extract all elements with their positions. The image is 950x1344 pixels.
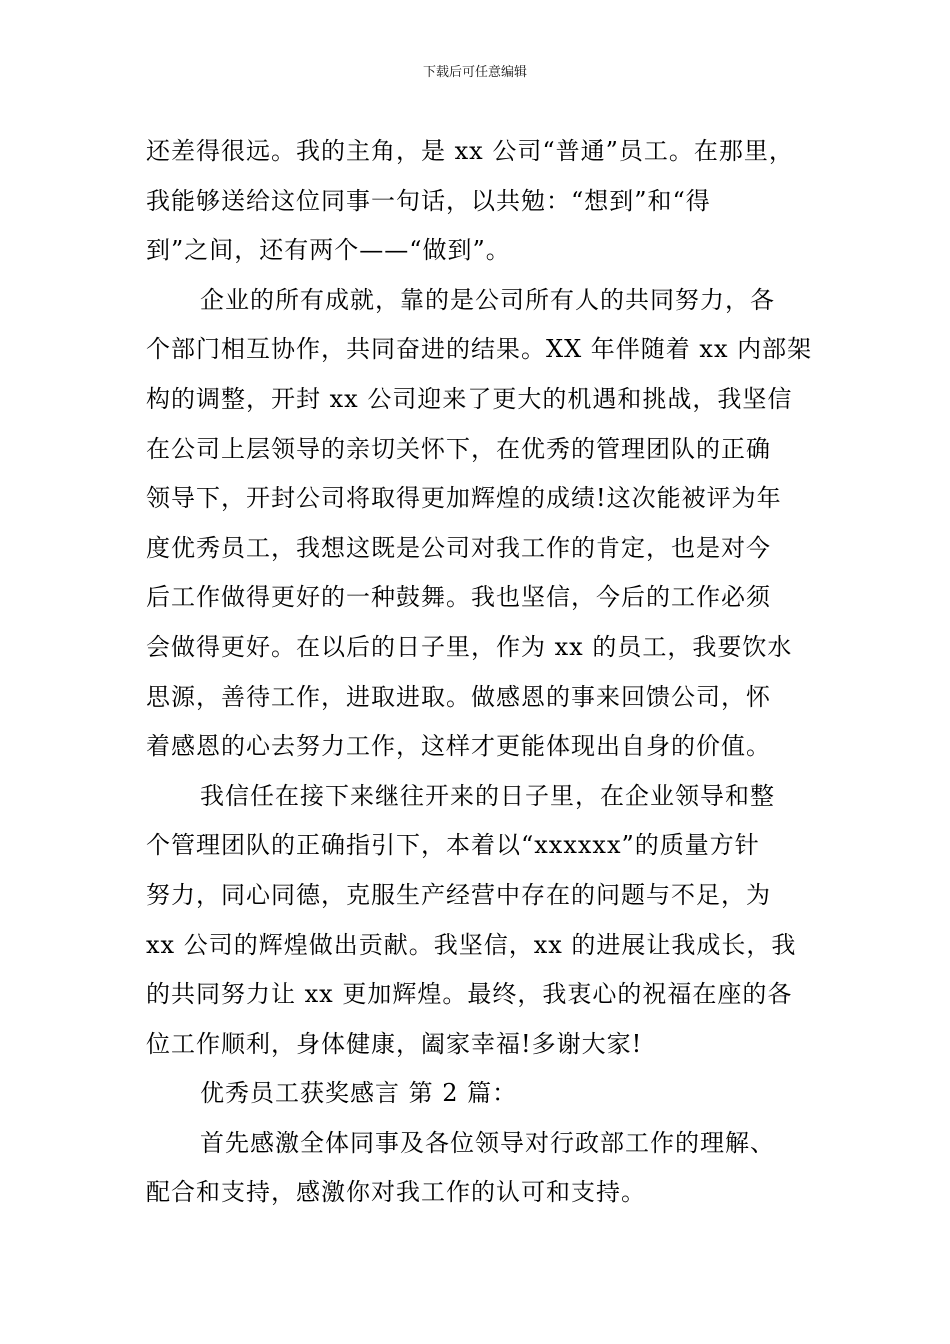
text-line: 还差得很远。我的主角，是 xx 公司“普通”员工。在那里， (146, 137, 794, 165)
text-line: 的共同努力让 xx 更加辉煌。最终，我衷心的祝福在座的各 (146, 980, 793, 1009)
text-line: 个管理团队的正确指引下，本着以“xxxxxx”的质量方针 (146, 831, 760, 860)
text-line: 思源，善待工作，进取进取。做感恩的事来回馈公司，怀 (146, 682, 771, 711)
text-line: 会做得更好。在以后的日子里，作为 xx 的员工，我要饮水 (146, 632, 793, 661)
text-line: 努力，同心同德，克服生产经营中存在的问题与不足，为 (146, 880, 771, 909)
section-heading: 优秀员工获奖感言 第 2 篇： (200, 1079, 518, 1108)
text-line: 配合和支持，感激你对我工作的认可和支持。 (146, 1178, 646, 1207)
paragraph-start-line: 我信任在接下来继往开来的日子里，在企业领导和整 (200, 781, 775, 810)
text-line: 在公司上层领导的亲切关怀下，在优秀的管理团队的正确 (146, 434, 771, 463)
text-line: 到”之间，还有两个——“做到”。 (146, 236, 511, 265)
text-line: 度优秀员工，我想这既是公司对我工作的肯定，也是对今 (146, 533, 771, 562)
text-line: 我能够送给这位同事一句话，以共勉：“想到”和“得 (146, 186, 711, 215)
text-line: 领导下，开封公司将取得更加辉煌的成绩!这次能被评为年 (146, 484, 782, 513)
paragraph-start-line: 首先感激全体同事及各位领导对行政部工作的理解、 (200, 1128, 775, 1157)
text-line: 个部门相互协作，共同奋进的结果。XX 年伴随着 xx 内部架 (146, 335, 813, 364)
document-body (146, 127, 813, 1218)
paragraph-start-line: 企业的所有成就，靠的是公司所有人的共同努力，各 (200, 285, 775, 314)
text-line: 后工作做得更好的一种鼓舞。我也坚信，今后的工作必须 (146, 583, 771, 612)
page-header: 下载后可任意编辑 (422, 65, 527, 80)
text-line: 着感恩的心去努力工作，这样才更能体现出自身的价值。 (146, 732, 771, 761)
text-line: xx 公司的辉煌做出贡献。我坚信，xx 的进展让我成长，我 (146, 930, 797, 959)
text-line: 构的调整，开封 xx 公司迎来了更大的机遇和挑战，我坚信 (146, 384, 793, 413)
text-line: 位工作顺利，身体健康，阖家幸福!多谢大家! (146, 1029, 643, 1058)
